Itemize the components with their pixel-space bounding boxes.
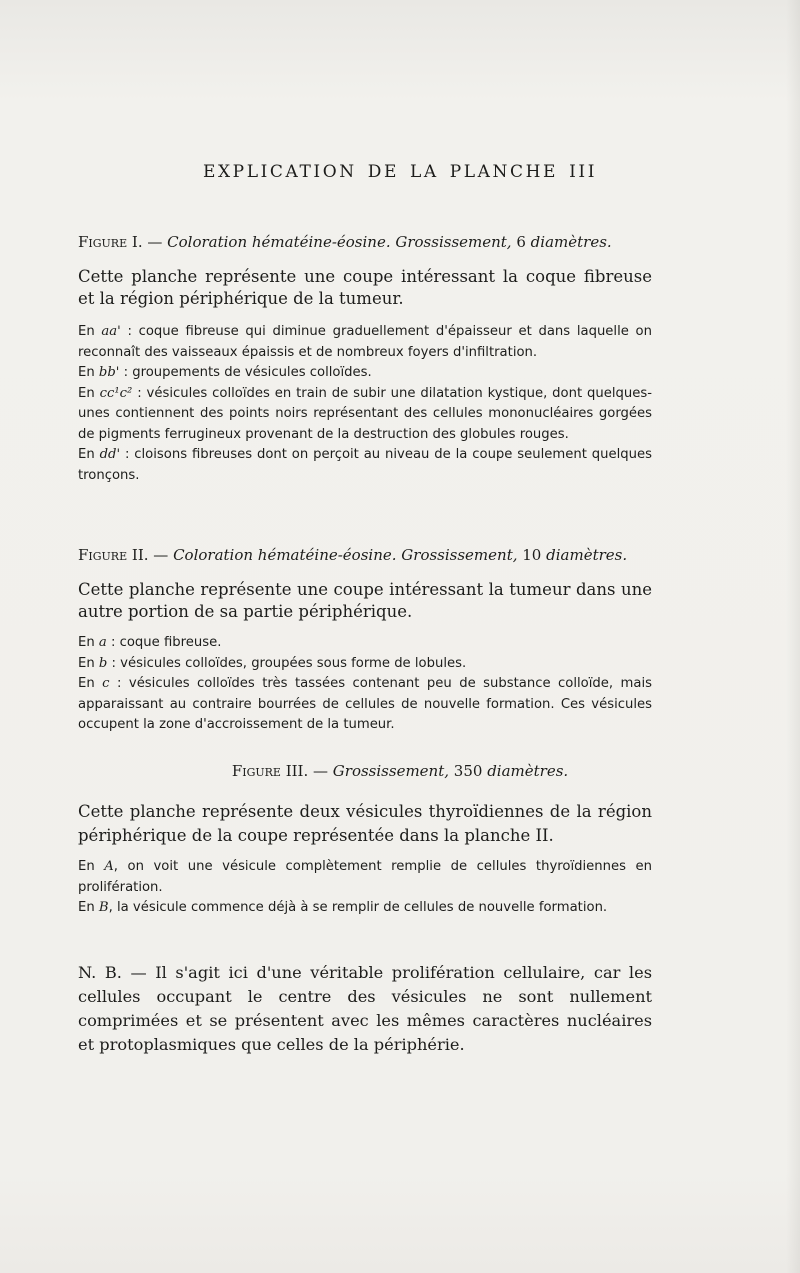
item-text: : coque fibreuse. <box>106 635 222 650</box>
item-text: : vésicules colloïdes, groupées sous forme de lobules. <box>107 655 467 671</box>
item-text: : groupements de vésicules colloïdes. <box>119 365 372 380</box>
figure-1-item <box>78 384 652 446</box>
item-text: , on voit une vésicule complètement remplie de cellules thyroïdiennes en prolifération. <box>78 859 652 895</box>
item-key: aa' <box>101 324 121 339</box>
figure-3-item <box>78 857 652 898</box>
figure-3-magnification: 350 <box>449 762 488 780</box>
figure-3-unit: diamètres. <box>487 762 569 780</box>
figure-2-item <box>78 633 652 654</box>
item-key: bb' <box>98 365 120 380</box>
item-prefix: En <box>78 447 100 462</box>
figure-3-heading <box>0 760 800 782</box>
note-label: N. B. <box>78 963 122 982</box>
figure-2-label: Figure II. <box>78 546 149 564</box>
figure-2-item <box>78 674 652 736</box>
figure-2-unit: diamètres. <box>546 546 628 564</box>
item-prefix: En <box>78 676 103 691</box>
item-key: c <box>102 676 110 691</box>
figure-3-intro: Cette planche représente deux vésicules thyroïdiennes de la région périphérique de la coupe représentée dans la planche II. <box>78 802 652 845</box>
item-prefix: En <box>78 365 99 380</box>
item-text: : coque fibreuse qui diminue graduellement d'épaisseur et dans laquelle on reconnaît des vaisseaux épaissis et de nombreux foyers d'infiltration. <box>78 324 652 360</box>
figure-1-item <box>78 445 652 486</box>
figure-2-dash: — <box>148 546 174 564</box>
note-paragraph <box>78 961 652 1057</box>
figure-1-dash: — <box>142 233 168 251</box>
page-edge-shadow <box>786 0 800 1273</box>
figure-1-unit: diamètres. <box>530 233 612 251</box>
item-prefix: En <box>78 859 105 874</box>
item-text: : vésicules colloïdes très tassées contenant peu de substance colloïde, mais apparaissant au contraire bourrées de cellules de nouvelle formation. Ces vésicules occupent la zone d'accroissement de la tumeur. <box>78 676 653 732</box>
item-prefix: En <box>78 655 99 671</box>
item-key: dd' <box>99 447 121 462</box>
figure-1-intro: Cette planche représente une coupe intéressant la coque fibreuse et la région périphérique de la tumeur. <box>78 267 652 308</box>
figure-3-dash: — <box>308 762 333 780</box>
note-text: — Il s'agit ici d'une véritable prolifération cellulaire, car les cellules occupant le centre des vésicules ne sont nullement comprimées et se présentent avec les mêmes caractères nucléaires et protoplasmiques que celles de la périphérie. <box>78 963 652 1054</box>
figure-1-heading <box>78 231 652 253</box>
figure-1-caption: Coloration hématéine-éosine. Grossissement, <box>167 233 512 251</box>
item-key: A <box>104 859 114 874</box>
figure-2-item <box>78 654 652 675</box>
item-key: b <box>98 655 108 671</box>
figure-2-caption: Coloration hématéine-éosine. Grossissement, <box>173 546 518 564</box>
figure-1-magnification: 6 <box>511 233 531 251</box>
figure-1-label: Figure I. <box>78 233 143 251</box>
item-key: B <box>98 900 109 915</box>
item-prefix: En <box>78 900 99 915</box>
figure-1-section <box>78 231 652 486</box>
item-key: cc¹c² <box>99 385 133 401</box>
figure-1-item <box>78 363 652 384</box>
page-title: EXPLICATION DE LA PLANCHE III <box>202 162 598 182</box>
item-prefix: En <box>78 324 102 339</box>
item-key: a <box>98 635 107 650</box>
figure-1-item <box>78 322 652 363</box>
figure-3-caption: Grossissement, <box>332 762 450 780</box>
figure-3-label: Figure III. <box>231 762 309 780</box>
figure-2-magnification: 10 <box>517 546 547 564</box>
item-text: : vésicules colloïdes en train de subir une dilatation kystique, dont quelques-unes contiennent des points noirs représentant des cellules mononucléaires gorgées de pigments ferrugineux provenant de la destruction des globules rouges. <box>78 385 652 442</box>
item-prefix: En <box>78 635 99 650</box>
item-text: , la vésicule commence déjà à se remplir de cellules de nouvelle formation. <box>108 900 608 915</box>
figure-1-items <box>78 322 652 486</box>
figure-2-heading <box>78 544 652 566</box>
figure-3-items <box>78 857 652 919</box>
figure-2-intro: Cette planche représente une coupe intéressant la tumeur dans une autre portion de sa partie périphérique. <box>78 580 652 621</box>
item-prefix: En <box>78 385 100 401</box>
figure-2-section <box>78 544 652 736</box>
item-text: : cloisons fibreuses dont on perçoit au niveau de la coupe seulement quelques tronçons. <box>78 447 652 483</box>
figure-2-items <box>78 633 652 736</box>
figure-3-item <box>78 898 652 919</box>
note-section <box>78 961 652 1057</box>
figure-3-section <box>78 760 652 919</box>
